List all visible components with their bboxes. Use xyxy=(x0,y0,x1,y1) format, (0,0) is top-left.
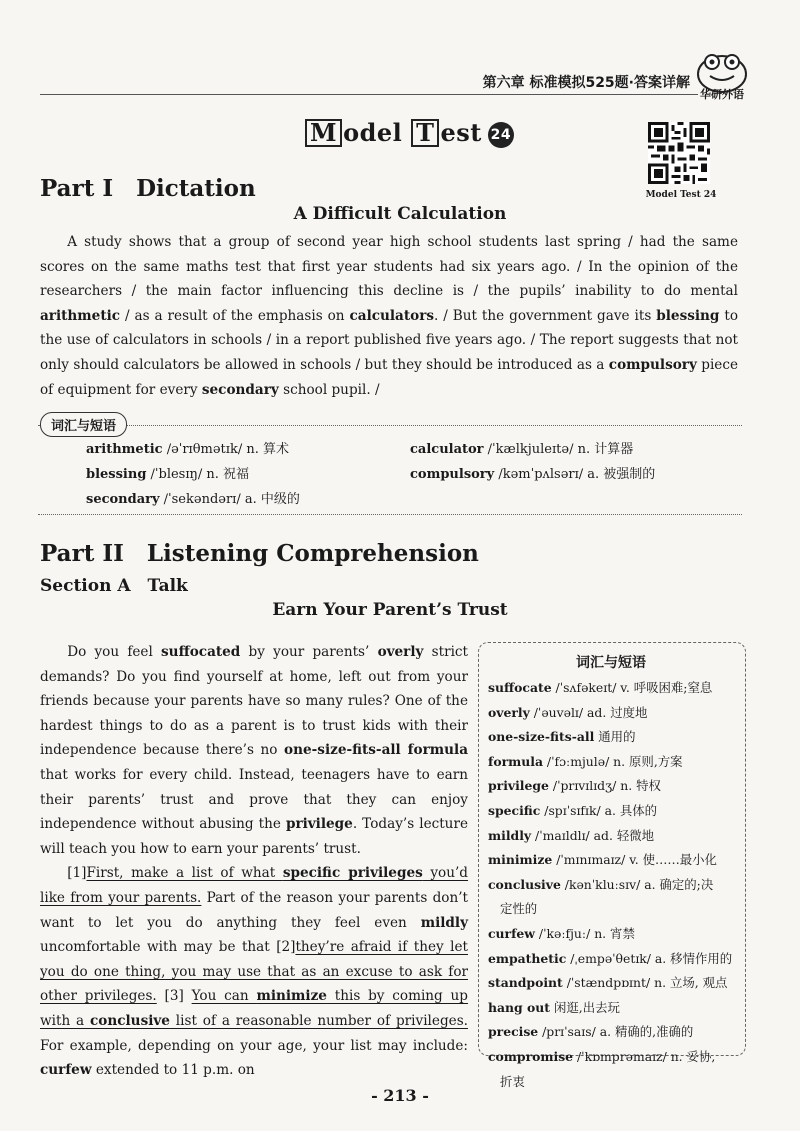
vocab-definition: /ˈmɪnɪmaɪz/ v. 使……最小化 xyxy=(552,852,717,868)
vocab-label: 词汇与短语 xyxy=(40,412,127,437)
passage-text: . / But the government gave its xyxy=(434,307,657,324)
keyword: calculators xyxy=(349,307,435,324)
vocab-word: empathetic xyxy=(488,950,567,966)
vocab-definition: /prɪˈsaɪs/ a. 精确的,准确的 xyxy=(538,1024,694,1040)
vocab-definition: 定性的 xyxy=(500,901,538,917)
vocab-entry xyxy=(488,848,744,873)
header-rule xyxy=(40,94,698,95)
talk-passage xyxy=(40,640,468,1083)
qr-code-icon xyxy=(648,122,710,184)
vocab-definition: 闲逛,出去玩 xyxy=(550,999,620,1015)
title-odel: odel xyxy=(343,118,412,147)
vocab-definition: /ˌempəˈθetɪk/ a. 移情作用的 xyxy=(566,950,733,966)
vocab-entry xyxy=(488,774,744,799)
vocab-entry xyxy=(488,922,744,947)
vocab-word: compromise xyxy=(488,1048,574,1064)
vocab-entry xyxy=(488,799,744,824)
vocab-word: conclusive xyxy=(488,876,561,892)
vocab-entry xyxy=(488,676,744,701)
title-letter-m: M xyxy=(305,119,342,147)
qr-caption: Model Test 24 xyxy=(645,190,717,200)
keyword: specific privileges xyxy=(282,865,423,882)
keyword: suffocated xyxy=(161,644,241,660)
vocab-definition: 通用的 xyxy=(594,729,636,745)
underlined-text: they’re afraid if they let you do one thing, you may use that as an excuse to ask for other privileges. xyxy=(40,939,468,1005)
passage-text: extended to 11 p.m. on xyxy=(91,1062,255,1079)
talk-title: Earn Your Parent’s Trust xyxy=(272,600,508,620)
vocab-entry xyxy=(488,824,744,849)
vocab-word: one-size-fits-all xyxy=(488,729,595,745)
keyword: curfew xyxy=(40,1062,92,1079)
section-a-heading: Section A Talk xyxy=(40,576,188,596)
passage-text: school pupil. / xyxy=(278,381,380,398)
vocab-entry xyxy=(488,897,744,922)
passage-text: by your parents’ xyxy=(240,644,378,660)
vocab-entry: calculator /ˈkælkjuleɪtə/ n. 计算器 xyxy=(410,442,634,457)
passage-text: strict demands? Do you find yourself at home, left out from your friends because your parents have so many rules? One of the hardest things to do as a parent is to trust kids with their independence because there’s no xyxy=(40,644,468,759)
vocab-entry xyxy=(488,1020,744,1045)
logo-text: 华研外语 xyxy=(700,88,744,101)
vocab-entry xyxy=(488,996,744,1021)
vocab-word: precise xyxy=(488,1024,539,1040)
keyword: mildly xyxy=(420,914,468,931)
passage-text: to the use of calculators in schools / in a report published five years ago. / The report suggests that not only should calculators be allowed in schools / but they should be introduced as a xyxy=(40,307,739,373)
vocab-entry xyxy=(488,701,744,726)
keyword: compulsory xyxy=(608,356,697,373)
vocab-word: minimize xyxy=(488,852,553,868)
part2-heading: Part II Listening Comprehension xyxy=(40,540,479,567)
vocab-definition: /ˈstændpɒɪnt/ n. 立场, 观点 xyxy=(562,975,728,991)
vocab-entry xyxy=(488,750,744,775)
keyword: blessing xyxy=(656,307,720,324)
vocab-definition: /ˈmaɪldlɪ/ ad. 轻微地 xyxy=(531,827,655,843)
vocab-word: overly xyxy=(488,704,530,720)
vocab-word: curfew xyxy=(488,925,535,941)
title-letter-t: T xyxy=(411,119,439,147)
vocab-definition: /ˈsʌfəkeɪt/ v. 呼吸困难;窒息 xyxy=(551,680,713,695)
vocab-word: standpoint xyxy=(488,975,563,991)
passage-text: A study shows that a group of second year high school students last spring / had the same scores on the same maths test that first year students had six years ago. / In the opinion of the researchers / the main factor influencing this decline is / the pupils’ inability to do mental xyxy=(40,234,738,300)
passage-text: Do you feel xyxy=(67,644,162,660)
vocab-word: suffocate xyxy=(488,680,552,695)
underlined-text: You can xyxy=(191,988,257,1005)
passage-text: uncomfortable with may be that [2] xyxy=(40,939,296,956)
part1-heading: Part I Dictation xyxy=(40,175,256,202)
page-number: - 213 - xyxy=(371,1086,429,1105)
vocab-word: privilege xyxy=(488,778,549,794)
vocab-entry: compulsory /kəmˈpʌlsərɪ/ a. 被强制的 xyxy=(410,467,656,482)
talk-paragraph-1 xyxy=(40,640,468,861)
keyword: minimize xyxy=(256,988,327,1005)
keyword: privilege xyxy=(285,816,353,833)
vocab-entry xyxy=(488,1045,744,1070)
underlined-text: you’d like from your parents. xyxy=(40,865,469,906)
vocab-box-part1 xyxy=(40,412,740,512)
vocab-entry xyxy=(488,971,744,996)
dictation-passage xyxy=(40,230,738,402)
keyword: arithmetic xyxy=(40,307,121,324)
vocab-definition: /ˈəuvəlɪ/ ad. 过度地 xyxy=(529,704,648,720)
passage-text: [1] xyxy=(67,865,87,882)
passage-text: that works for every child. Instead, teenagers have to earn their parents’ trust and prove that they can enjoy independence without abusing the xyxy=(40,766,468,833)
vocab-entry xyxy=(488,947,744,972)
title-est: est xyxy=(440,118,482,147)
dictation-title: A Difficult Calculation xyxy=(293,204,507,224)
passage-text: [3] xyxy=(156,988,192,1005)
vocab-definition: /ˈprɪvɪlɪdʒ/ n. 特权 xyxy=(548,778,661,794)
passage-text: / as a result of the emphasis on xyxy=(120,307,350,324)
vocab-definition: 折衷 xyxy=(500,1073,525,1089)
keyword: one-size-fits-all formula xyxy=(284,742,468,759)
passage-text: For example, depending on your age, your list may include: xyxy=(40,1037,468,1054)
vocab-definition: /ˈfɔːmjulə/ n. 原则,方案 xyxy=(542,753,683,769)
keyword: secondary xyxy=(201,381,279,398)
underlined-text: list of a reasonable number of privileges. xyxy=(169,1012,468,1029)
vocab-entry: arithmetic /əˈrɪθmətɪk/ n. 算术 xyxy=(86,442,289,457)
vocab-definition: /ˈkəːfjuː/ n. 宵禁 xyxy=(534,925,635,941)
passage-text: Part of the reason your parents don’t want to let you do anything they feel even xyxy=(40,889,468,931)
underlined-text: First, make a list of what xyxy=(86,865,283,882)
vocab-entry xyxy=(488,725,744,750)
talk-paragraph-2 xyxy=(40,861,468,1082)
vocab-entry: blessing /ˈblesɪŋ/ n. 祝福 xyxy=(86,467,250,482)
keyword: conclusive xyxy=(90,1012,170,1029)
vocab-entry: secondary /ˈsekəndərɪ/ a. 中级的 xyxy=(86,492,300,507)
vocab-word: hang out xyxy=(488,999,551,1015)
vocab-word: formula xyxy=(488,753,543,769)
model-test-title xyxy=(305,118,514,148)
vocab-entry xyxy=(488,873,744,898)
vocab-word: specific xyxy=(488,802,541,818)
passage-text: piece of equipment for every xyxy=(40,356,738,398)
vocab-sidebar-title: 词汇与短语 xyxy=(576,655,646,671)
vocab-sidebar-list xyxy=(488,676,744,1094)
test-number-badge: 24 xyxy=(488,122,514,148)
passage-text: . Today’s lecture will teach you how to earn your parents’ trust. xyxy=(40,816,468,857)
vocab-definition: /ˈkɒmprəmaɪz/ n. 妥协, xyxy=(573,1048,716,1064)
underlined-text: this by coming up with a xyxy=(40,988,469,1029)
keyword: overly xyxy=(377,644,424,660)
chapter-header: 第六章 标准模拟525题·答案详解 xyxy=(482,75,690,91)
vocab-word: mildly xyxy=(488,827,532,843)
vocab-definition: /kənˈkluːsɪv/ a. 确定的;决 xyxy=(560,876,714,892)
vocab-definition: /spɪˈsɪfɪk/ a. 具体的 xyxy=(540,802,658,818)
